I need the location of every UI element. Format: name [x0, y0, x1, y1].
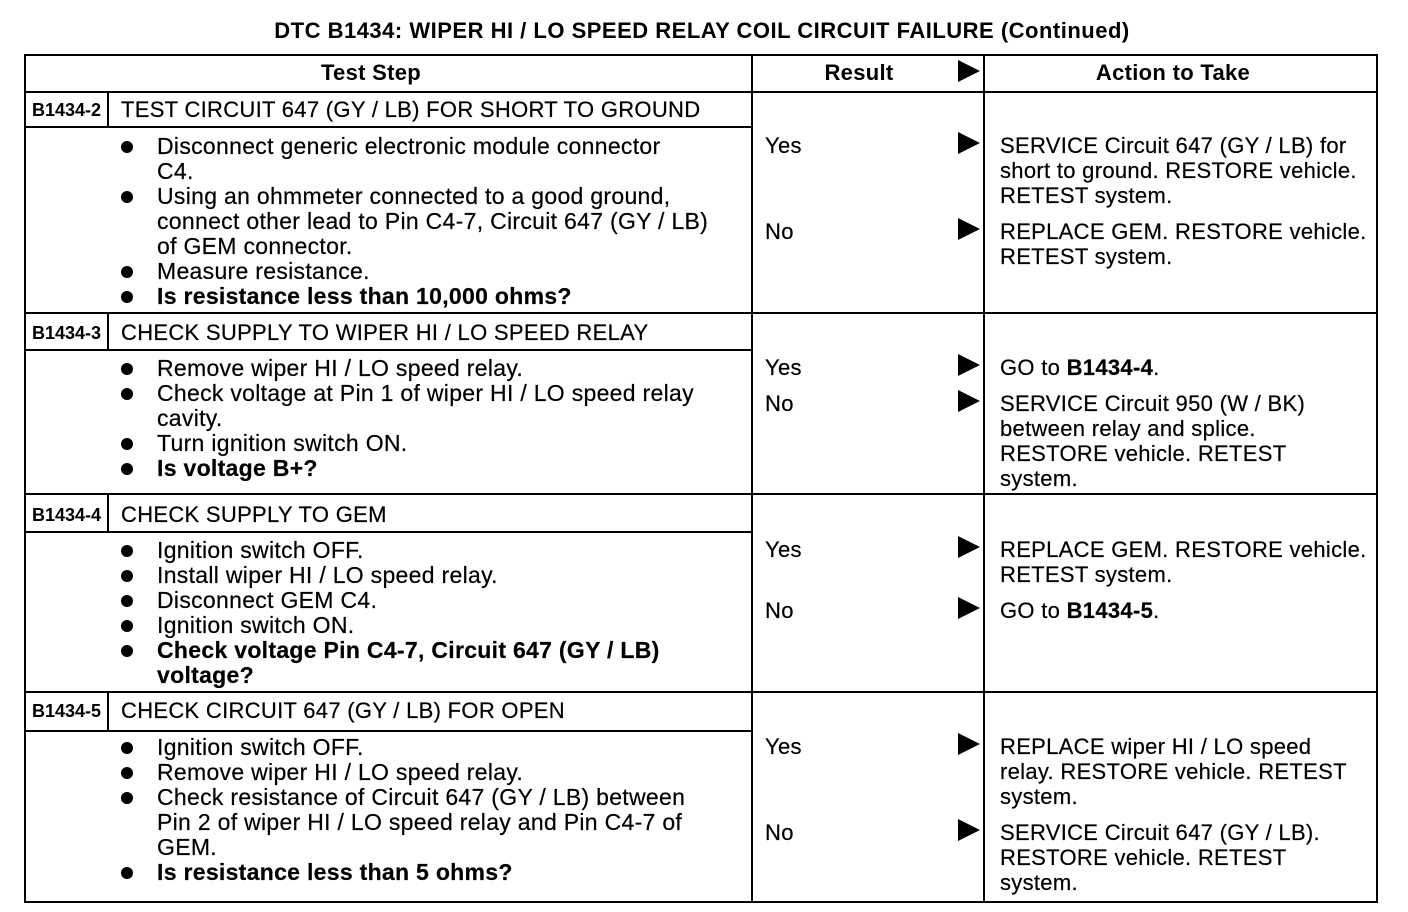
step-instructions [157, 134, 747, 309]
arrow-right-icon [958, 132, 980, 154]
response-yes [753, 133, 1373, 208]
instruction-item [157, 184, 747, 259]
action-text: SERVICE Circuit 647 (GY / LB). RESTORE vehicle. RETEST system. [1000, 820, 1320, 895]
result-label: Yes [765, 355, 802, 380]
instruction-text: Remove wiper HI / LO speed relay. [157, 355, 524, 381]
result-label: No [765, 820, 794, 845]
response-no [753, 391, 1373, 491]
action-text: SERVICE Circuit 950 (W / BK) between relay and splice. RESTORE vehicle. RETEST system. [1000, 391, 1306, 491]
question-text: Is voltage B+? [157, 455, 318, 481]
column-divider [751, 54, 753, 903]
instruction-text: Install wiper HI / LO speed relay. [157, 562, 498, 588]
action-text [1000, 355, 1372, 380]
table-border-right [1376, 54, 1378, 903]
step-title-divider [24, 126, 753, 128]
instruction-text: Ignition switch OFF. [157, 537, 364, 563]
bullet-icon [121, 291, 133, 303]
action-suffix: . [1153, 598, 1160, 623]
bullet-icon [121, 463, 133, 475]
table-border-top [24, 54, 1378, 56]
result-label: No [765, 391, 794, 416]
header-arrow-icon [958, 60, 980, 82]
action-text: REPLACE wiper HI / LO speed relay. RESTORE vehicle. RETEST system. [1000, 734, 1347, 809]
instruction-item [157, 735, 747, 760]
action-suffix: . [1153, 355, 1160, 380]
bullet-icon [121, 595, 133, 607]
step-id-divider [107, 494, 109, 532]
arrow-right-icon [958, 536, 980, 558]
step-instructions [157, 356, 747, 481]
bullet-icon [121, 388, 133, 400]
instruction-item [157, 456, 747, 481]
instruction-item [157, 134, 747, 184]
bullet-icon [121, 792, 133, 804]
result-label: Yes [765, 133, 802, 158]
row-divider [24, 312, 1378, 314]
table-border-bottom [24, 901, 1378, 903]
instruction-item [157, 381, 747, 431]
row-divider [24, 493, 1378, 495]
instruction-text: Ignition switch ON. [157, 612, 355, 638]
step-id: B1434-2 [31, 100, 102, 120]
instruction-text: Turn ignition switch ON. [157, 430, 408, 456]
bullet-icon [121, 363, 133, 375]
header-result: Result [824, 60, 894, 85]
result-label: No [765, 598, 794, 623]
document-title: DTC B1434: WIPER HI / LO SPEED RELAY COIL CIRCUIT FAILURE (Continued) [274, 18, 1130, 43]
step-instructions [157, 538, 747, 688]
step-id-divider [107, 313, 109, 350]
arrow-right-icon [958, 597, 980, 619]
step-title: CHECK SUPPLY TO GEM [121, 502, 387, 527]
bullet-icon [121, 570, 133, 582]
header-action: Action to Take [1095, 60, 1251, 85]
instruction-item [157, 259, 747, 284]
step-instructions [157, 735, 747, 885]
action-prefix: GO to [1000, 355, 1067, 380]
result-label: Yes [765, 734, 802, 759]
result-label: No [765, 219, 794, 244]
instruction-text: Disconnect generic electronic module connector C4. [157, 133, 661, 184]
instruction-item [157, 638, 747, 688]
action-text: SERVICE Circuit 647 (GY / LB) for short to ground. RESTORE vehicle. RETEST system. [1000, 133, 1357, 208]
instruction-text: Disconnect GEM C4. [157, 587, 378, 613]
header-test-step: Test Step [320, 60, 422, 85]
instruction-text: Measure resistance. [157, 258, 370, 284]
step-id-divider [107, 692, 109, 731]
instruction-item [157, 284, 747, 309]
step-title-divider [24, 349, 753, 351]
arrow-right-icon [958, 390, 980, 412]
arrow-right-icon [958, 819, 980, 841]
bullet-icon [121, 545, 133, 557]
step-title: CHECK SUPPLY TO WIPER HI / LO SPEED RELAY [121, 320, 649, 345]
bullet-icon [121, 645, 133, 657]
response-no [753, 820, 1373, 895]
question-text: Is resistance less than 10,000 ohms? [157, 283, 572, 309]
step-title: TEST CIRCUIT 647 (GY / LB) FOR SHORT TO GROUND [121, 97, 701, 122]
bullet-icon [121, 266, 133, 278]
response-no [753, 219, 1373, 269]
action-prefix: GO to [1000, 598, 1067, 623]
step-id: B1434-5 [31, 701, 102, 721]
response-yes [753, 734, 1373, 809]
step-id-divider [107, 92, 109, 127]
arrow-right-icon [958, 354, 980, 376]
bullet-icon [121, 767, 133, 779]
instruction-text: Using an ohmmeter connected to a good ground, connect other lead to Pin C4-7, Circuit 647 (GY / LB) of GEM connector. [157, 183, 709, 259]
step-title: CHECK CIRCUIT 647 (GY / LB) FOR OPEN [121, 698, 565, 723]
bullet-icon [121, 867, 133, 879]
response-yes [753, 537, 1373, 587]
bullet-icon [121, 191, 133, 203]
instruction-text: Check voltage at Pin 1 of wiper HI / LO speed relay cavity. [157, 380, 694, 431]
response-no [753, 598, 1373, 623]
action-text [1000, 598, 1372, 623]
instruction-item [157, 785, 747, 860]
bullet-icon [121, 620, 133, 632]
step-reference: B1434-5 [1066, 598, 1154, 623]
instruction-text: Remove wiper HI / LO speed relay. [157, 759, 524, 785]
response-yes [753, 355, 1373, 380]
bullet-icon [121, 742, 133, 754]
instruction-text: Check resistance of Circuit 647 (GY / LB) between Pin 2 of wiper HI / LO speed relay and Pin C4-7 of GEM. [157, 784, 686, 860]
instruction-item [157, 356, 747, 381]
header-divider [24, 91, 1378, 93]
instruction-item [157, 563, 747, 588]
question-text: Is resistance less than 5 ohms? [157, 859, 513, 885]
instruction-item [157, 538, 747, 563]
instruction-item [157, 613, 747, 638]
action-text: REPLACE GEM. RESTORE vehicle. RETEST system. [1000, 219, 1367, 269]
arrow-right-icon [958, 218, 980, 240]
instruction-item [157, 588, 747, 613]
arrow-right-icon [958, 733, 980, 755]
step-reference: B1434-4 [1066, 355, 1154, 380]
column-divider [983, 54, 985, 903]
instruction-text: Ignition switch OFF. [157, 734, 364, 760]
instruction-item [157, 760, 747, 785]
step-title-divider [24, 531, 753, 533]
step-id: B1434-3 [31, 323, 102, 343]
bullet-icon [121, 141, 133, 153]
table-border-left [24, 54, 26, 903]
result-label: Yes [765, 537, 802, 562]
instruction-item [157, 431, 747, 456]
instruction-item [157, 860, 747, 885]
bullet-icon [121, 438, 133, 450]
step-title-divider [24, 730, 753, 732]
step-id: B1434-4 [31, 505, 102, 525]
question-text: Check voltage Pin C4-7, Circuit 647 (GY / LB) voltage? [157, 637, 660, 688]
action-text: REPLACE GEM. RESTORE vehicle. RETEST system. [1000, 537, 1367, 587]
row-divider [24, 691, 1378, 693]
